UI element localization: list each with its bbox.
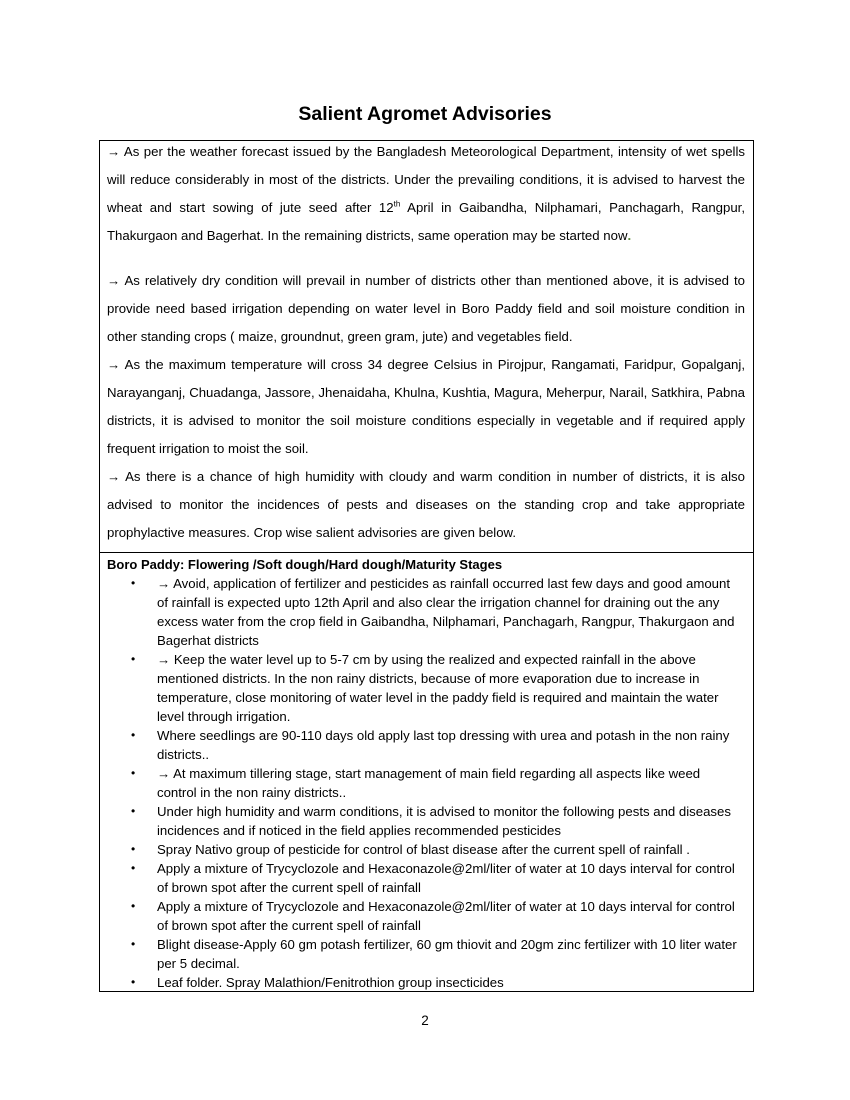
bullet-icon: • <box>131 728 136 742</box>
bullet-icon: • <box>131 899 136 913</box>
page-number: 2 <box>421 1013 429 1028</box>
bullet-icon: • <box>131 576 136 590</box>
list-item: • Blight disease-Apply 60 gm potash fertilizer, 60 gm thiovit and 20gm zinc fertilizer with 10 liter water per 5 decimal. <box>131 937 737 971</box>
advisory-paragraph-4: → As there is a chance of high humidity with cloudy and warm condition in number of districts, it is also advised to monitor the incidences of pests and diseases on the standing crop and take appropriate prophylactive measures. Crop wise salient advisories are given below. <box>107 469 745 540</box>
page-title: Salient Agromet Advisories <box>298 103 552 125</box>
general-advisory-cell <box>100 141 753 553</box>
list-item: • → Keep the water level up to 5-7 cm by using the realized and expected rainfall in the above mentioned districts. In the non rainy districts, because of more evaporation due to increase in temperature, close monitoring of water level in the paddy field is required and maintain the water level through irrigation. <box>131 652 719 724</box>
list-item: • → Avoid, application of fertilizer and pesticides as rainfall occurred last few days and good amount of rainfall is expected upto 12th April and also clear the irrigation channel for draining out the any excess water from the crop field in Gaibandha, Nilphamari, Panchagarh, Rangpur, Thakurgaon and Bagerhat districts <box>131 576 735 648</box>
list-item: • Spray Nativo group of pesticide for control of blast disease after the current spell of rainfall . <box>131 842 690 857</box>
advisory-paragraph-2: → As relatively dry condition will prevail in number of districts other than mentioned above, it is advised to provide need based irrigation depending on water level in Boro Paddy field and soil moisture condition in other standing crops ( maize, groundnut, green gram, jute) and vegetables field. <box>107 273 745 344</box>
bullet-icon: • <box>131 804 136 818</box>
list-item: • Apply a mixture of Trycyclozole and Hexaconazole@2ml/liter of water at 10 days interval for control of brown spot after the current spell of rainfall <box>131 899 735 933</box>
bullet-icon: • <box>131 766 136 780</box>
list-item: • Apply a mixture of Trycyclozole and Hexaconazole@2ml/liter of water at 10 days interval for control of brown spot after the current spell of rainfall <box>131 861 735 895</box>
bullet-icon: • <box>131 652 136 666</box>
boro-paddy-list <box>100 574 753 992</box>
advisory-paragraph-3: → As the maximum temperature will cross 34 degree Celsius in Pirojpur, Rangamati, Faridpur, Gopalganj, Narayanganj, Chuadanga, Jassore, Jhenaidaha, Khulna, Kushtia, Magura, Meherpur, Narail, Satkhira, Pabna districts, it is advised to monitor the soil moisture conditions especially in vegetable and if required apply frequent irrigation to moist the soil. <box>107 357 745 456</box>
advisory-paragraph-1: → As per the weather forecast issued by the Bangladesh Meteorological Department, intensity of wet spells will reduce considerably in most of the districts. Under the prevailing conditions, it is advised to harvest the wheat and start sowing of jute seed after 12th April in Gaibandha, Nilphamari, Panchagarh, Rangpur, Thakurgaon and Bagerhat. In the remaining districts, same operation may be started now. <box>107 144 745 243</box>
list-item: • → At maximum tillering stage, start management of main field regarding all aspects like weed control in the non rainy districts.. <box>131 766 701 800</box>
list-item: • Under high humidity and warm conditions, it is advised to monitor the following pests and diseases incidences and if noticed in the field applies recommended pesticides <box>131 804 731 838</box>
bullet-icon: • <box>131 937 136 951</box>
bullet-icon: • <box>131 975 136 989</box>
boro-paddy-heading: Boro Paddy: Flowering /Soft dough/Hard dough/Maturity Stages <box>107 557 503 572</box>
bullet-icon: • <box>131 861 136 875</box>
bullet-icon: • <box>131 842 136 856</box>
advisory-table <box>99 140 754 992</box>
list-item: • Leaf folder. Spray Malathion/Fenitrothion group insecticides <box>131 975 504 990</box>
list-item: • Where seedlings are 90-110 days old apply last top dressing with urea and potash in the non rainy districts.. <box>131 728 730 762</box>
